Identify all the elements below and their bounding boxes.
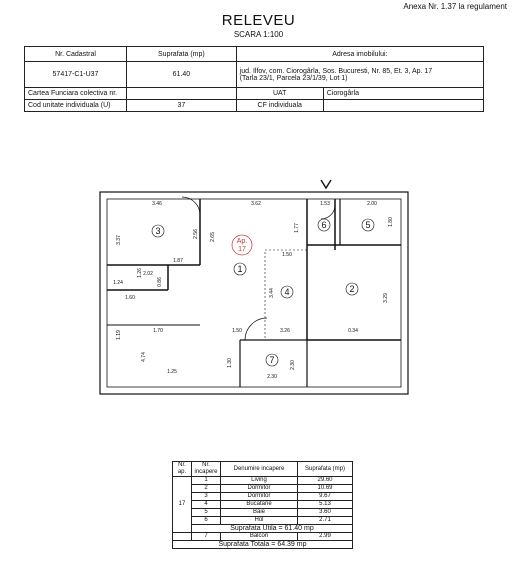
cf-individuala-label: CF individuala — [236, 100, 323, 112]
room-number-2: 2 — [349, 284, 355, 294]
nr-cadastral-value: 57417-C1-U37 — [25, 62, 127, 88]
col-header-ap: Nr. ap. — [173, 462, 192, 477]
room-nr: 5 — [192, 509, 221, 517]
room-area: 9.67 — [298, 493, 353, 501]
dim-label: 3.44 — [269, 288, 275, 298]
col-header-name: Denumire incapere — [221, 462, 298, 477]
room-name: Bucatarie — [221, 501, 298, 509]
dim-label: 3.62 — [251, 201, 261, 207]
balcon-area: 2.99 — [298, 533, 353, 541]
outer-wall — [100, 192, 408, 394]
room-area: 3.60 — [298, 509, 353, 517]
room-number-3: 3 — [155, 226, 161, 236]
annex-reference: Anexa Nr. 1.37 la regulament — [403, 2, 507, 11]
dim-label: 1.24 — [113, 280, 123, 286]
dim-label: 2.56 — [193, 229, 199, 239]
dim-label: 1.77 — [294, 223, 300, 233]
dim-label: 2.00 — [367, 201, 377, 207]
apartment-label-1: Ap. — [236, 238, 248, 245]
dim-label: 1.30 — [227, 358, 233, 368]
dim-label: 3.46 — [152, 201, 162, 207]
dim-label: 1.80 — [388, 217, 394, 227]
room-nr: 6 — [192, 517, 221, 525]
room-number-6: 6 — [321, 220, 327, 230]
room-nr: 4 — [192, 501, 221, 509]
rooms-table — [172, 461, 353, 549]
room-number-5: 5 — [365, 220, 371, 230]
ap-number: 17 — [173, 477, 192, 533]
dim-label: 4.74 — [141, 352, 147, 362]
dim-label: 1.50 — [282, 252, 292, 258]
dim-label: 1.50 — [232, 328, 242, 334]
dim-label: 0.86 — [157, 277, 163, 287]
room-name: Baie — [221, 509, 298, 517]
apartment-label-2: 17 — [238, 246, 246, 253]
dim-label: 1.70 — [153, 328, 163, 334]
door-swing-room6 — [321, 205, 335, 219]
room-area: 10.69 — [298, 485, 353, 493]
balcon-name: Balcon — [221, 533, 298, 541]
col-header-nr: Nr. incapere — [192, 462, 221, 477]
dim-label: 2.02 — [143, 271, 153, 277]
room-name: Dormitor — [221, 485, 298, 493]
dim-label: 2.65 — [210, 232, 216, 242]
dim-label: 1.53 — [320, 201, 330, 207]
col-header-area: Suprafata (mp) — [298, 462, 353, 477]
adresa-line-2: (Tarla 23/1, Parcela 23/1/39, Lot 1) — [239, 74, 348, 82]
room-nr: 1 — [192, 477, 221, 485]
room-name: Hol — [221, 517, 298, 525]
dim-label: 1.25 — [167, 369, 177, 375]
carte-funciara-label: Cartea Funciara colectiva nr. — [25, 88, 127, 100]
door-swing-room3 — [182, 197, 200, 215]
utila-value: 61.40 — [284, 525, 303, 532]
room-area: 5.13 — [298, 501, 353, 509]
adresa-label: Adresa imobilului: — [236, 47, 483, 62]
dim-label: 1.87 — [173, 258, 183, 264]
adresa-line-1: jud. Ilfov, com. Ciorogârla, Sos. Bucuresti, Nr. 85, Et. 3, Ap. 17 — [239, 67, 433, 75]
dim-label: 1.19 — [116, 330, 122, 340]
uat-label: UAT — [236, 88, 323, 100]
dim-label: 1.26 — [137, 268, 143, 278]
room-nr: 2 — [192, 485, 221, 493]
door-swing-kitchen — [245, 318, 267, 340]
dim-label: 3.37 — [116, 235, 122, 245]
room-numbers — [152, 219, 374, 366]
room-name: Dormitor — [221, 493, 298, 501]
nr-cadastral-label: Nr. Cadastral — [25, 47, 127, 62]
uat-value: Ciorogârla — [323, 88, 483, 100]
utila-label: Suprafata Utila = — [230, 525, 283, 532]
room-area: 2.71 — [298, 517, 353, 525]
totala-value: 64.39 — [277, 541, 295, 548]
room-nr: 3 — [192, 493, 221, 501]
totala-label: Suprafata Totala = — [218, 541, 276, 548]
document-title: RELEVEU — [221, 12, 296, 29]
utila-row — [192, 525, 353, 533]
entrance-arrow-icon — [321, 180, 331, 188]
cod-unitate-label: Cod unitate individuala (U) — [25, 100, 127, 112]
suprafata-value: 61.40 — [127, 62, 237, 88]
dim-label: 0.34 — [348, 328, 358, 334]
totala-unit: mp — [296, 541, 307, 548]
room-number-1: 1 — [237, 264, 243, 274]
dim-label: 3.26 — [280, 328, 290, 334]
dim-label: 3.29 — [383, 293, 389, 303]
utila-unit: mp — [304, 525, 314, 532]
dim-label: 2.30 — [290, 360, 296, 370]
room-name: Living — [221, 477, 298, 485]
room-number-4: 4 — [284, 287, 290, 297]
balcon-nr: 7 — [192, 533, 221, 541]
dim-label: 2.30 — [267, 374, 277, 380]
document-scale: SCARA 1:100 — [233, 30, 284, 39]
inner-wall — [107, 199, 401, 387]
suprafata-label: Suprafata (mp) — [127, 47, 237, 62]
cod-unitate-value: 37 — [127, 100, 237, 112]
totala-row — [173, 541, 353, 549]
room-area: 29.60 — [298, 477, 353, 485]
room-number-7: 7 — [269, 355, 275, 365]
dim-label: 1.60 — [125, 295, 135, 301]
